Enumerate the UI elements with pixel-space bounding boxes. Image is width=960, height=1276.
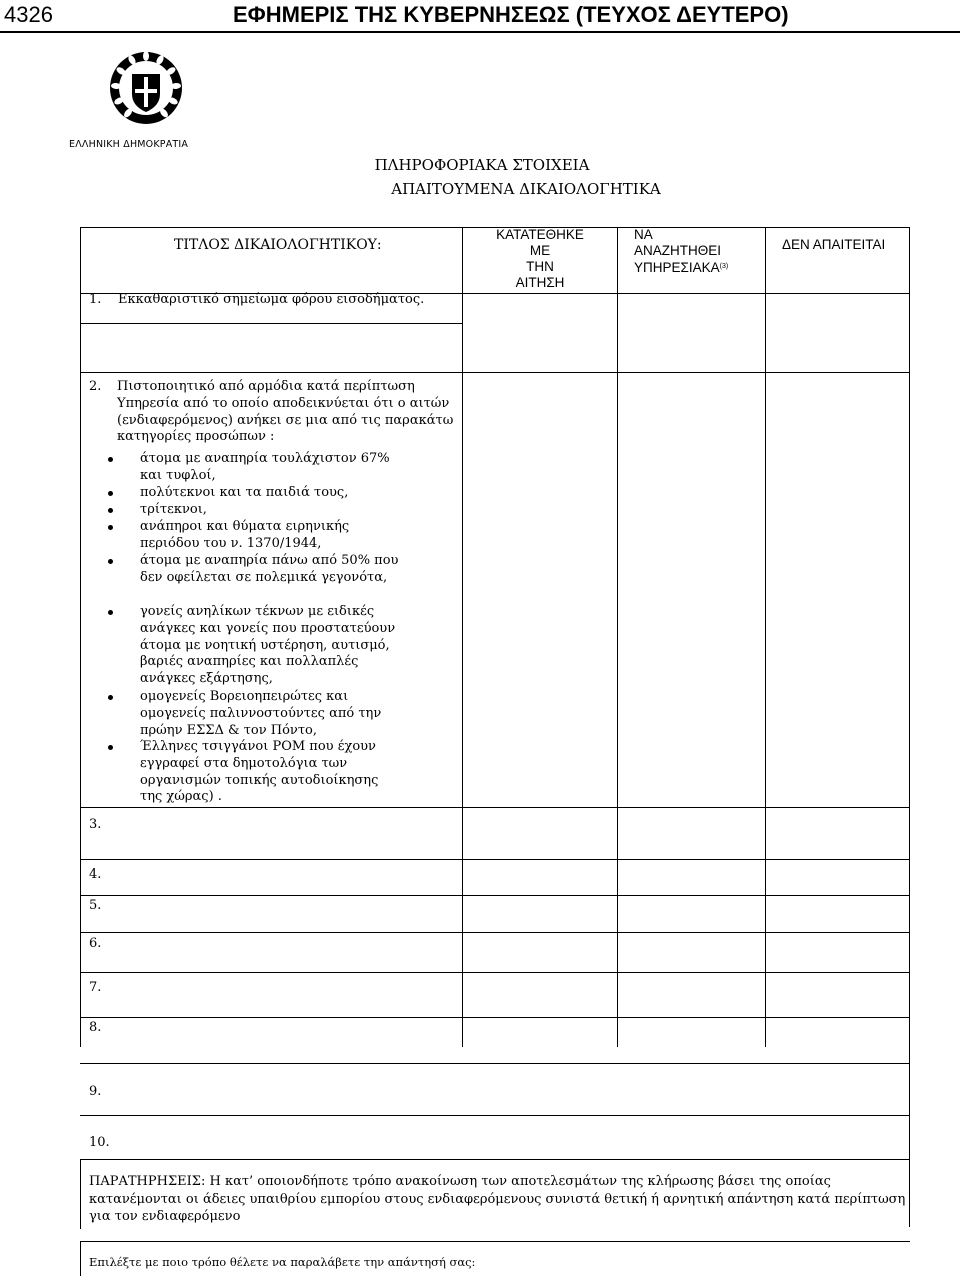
row-rule-5 [80,895,910,896]
col-header-search-line: ΝΑ [634,227,653,242]
row-number-7: 7. [89,980,102,995]
choose-prompt: Επιλέξτε με ποιο τρόπο θέλετε να παραλάβετε την απάντησή σας: [89,1255,476,1269]
header-rule [0,31,960,33]
row-rule-3 [80,807,910,808]
section-title-info: ΠΛΗΡΟΦΟΡΙΑΚΑ ΣΤΟΙΧΕΙΑ [374,156,590,174]
col-header-not-required: ΔΕΝ ΑΠΑΙΤΕΙΤΑΙ [782,237,886,252]
list-item [140,739,400,806]
choose-top-rule [80,1241,910,1242]
greek-coat-of-arms-icon [108,50,184,126]
bullet-icon [108,610,113,615]
remarks-left-border [80,1159,81,1229]
page-number: 4326 [4,2,53,27]
row-number-5: 5. [89,898,102,913]
col-header-search-line: ΥΠΗΡΕΣΙΑΚΑ [634,260,720,275]
row-rule-9 [80,1063,910,1064]
row-rule-6 [80,932,910,933]
gazette-header [0,0,960,34]
list-item [140,485,400,502]
col-separator-2 [617,227,618,1047]
table-right-border [909,227,910,1227]
list-item [140,519,400,553]
list-item-text: Έλληνες τσιγγάνοι ΡΟΜ που έχουν εγγραφεί στα δημοτολόγια των οργανισμών τοπικής αυτοδιοίκησης της χώρας) . [140,739,379,805]
row-text-2: Πιστοποιητικό από αρμόδια κατά περίπτωση Υπηρεσία από το οποίο αποδεικνύεται ότι ο αιτών (ενδιαφερόμενος) ανήκει σε μια από τις παρακάτω κατηγορίες προσώπων : [117,379,454,445]
list-item [140,451,400,485]
list-item-text: άτομα με αναπηρία τουλάχιστον 67% και τυφλοί, [140,451,390,483]
list-item [140,553,400,587]
footnote-marker: (3) [719,263,729,270]
table-left-border [80,227,81,1047]
row-number-9: 9. [89,1084,102,1099]
bullet-icon [108,508,113,513]
bullet-icon [108,559,113,564]
row-number-4: 4. [89,867,102,882]
list-item [140,689,400,739]
list-item-text: ομογενείς Βορειοηπειρώτες και ομογενείς παλιννοστούντες από την πρώην ΕΣΣΔ & τον Πόντο, [140,689,382,738]
bullet-icon [108,525,113,530]
row-rule-2 [80,372,910,373]
row-number: 1. [89,292,102,307]
table-row-1 [89,292,425,309]
list-item-text: γονείς ανηλίκων τέκνων με ειδικές ανάγκες και γονείς που προστατεύουν άτομα με νοητική υστέρηση, αυτισμό, βαριές αναπηρίες και πολλαπλές ανάγκες εξάρτησης, [140,604,396,687]
documents-table [80,227,910,1276]
row-number-3: 3. [89,817,102,832]
republic-caption: ΕΛΛΗΝΙΚΗ ΔΗΜΟΚΡΑΤΙΑ [69,139,189,150]
col-header-submitted-line: ΚΑΤΑΤΕΘΗΚΕ [496,227,584,242]
row-rule-1 [80,323,462,324]
bullet-icon [108,457,113,462]
row-text: Εκκαθαριστικό σημείωμα φόρου εισοδήματος. [118,292,425,307]
col-header-submitted [470,227,610,291]
col-header-title: ΤΙΤΛΟΣ ΔΙΚΑΙΟΛΟΓΗΤΙΚΟΥ: [174,237,382,253]
col-separator-1 [462,227,463,1047]
row-rule-4 [80,859,910,860]
col-header-submitted-line: ΑΙΤΗΣΗ [515,275,565,290]
col-header-submitted-line: ΤΗΝ [526,259,554,274]
list-item-text: πολύτεκνοι και τα παιδιά τους, [140,485,349,500]
list-item-text: άτομα με αναπηρία πάνω από 50% που δεν οφείλεται σε πολεμικά γεγονότα, [140,553,399,585]
row-number-2: 2. [89,379,102,394]
col-header-search-line: ΑΝΑΖΗΤΗΘΕΙ [634,243,722,258]
bullet-icon [108,491,113,496]
row-number-8: 8. [89,1020,102,1035]
remarks-text: ΠΑΡΑΤΗΡΗΣΕΙΣ: Η κατ’ οποιονδήποτε τρόπο ανακοίνωση των αποτελεσμάτων της κλήρωσης βάσει της οποίας κατανέμονται οι άδειες υπαιθρίου εμπορίου στους ενδιαφερόμενους συνιστά θετική ή αρνητική απάντηση κατά περίπτωση για τον ενδιαφερόμενο [89,1174,906,1224]
bullet-icon [108,695,113,700]
list-item [140,604,400,688]
choose-left-border [80,1241,81,1276]
section-title-documents: ΑΠΑΙΤΟΥΜΕΝΑ ΔΙΚΑΙΟΛΟΓΗΤΙΚΑ [391,180,661,198]
row-rule-7 [80,972,910,973]
row-number-10: 10. [89,1135,110,1150]
bullet-icon [108,745,113,750]
list-item-text: τρίτεκνοι, [140,502,207,517]
gazette-title: ΕΦΗΜΕΡΙΣ ΤΗΣ ΚΥΒΕΡΝΗΣΕΩΣ (ΤΕΥΧΟΣ ΔΕΥΤΕΡΟ) [233,2,789,27]
col-header-submitted-line: ΜΕ [529,243,551,258]
list-item [140,502,400,519]
remarks-top-rule [80,1159,910,1160]
row-number-6: 6. [89,936,102,951]
col-header-search [634,227,728,276]
row-rule-8 [80,1017,910,1018]
col-separator-3 [765,227,766,1047]
list-item-text: ανάπηροι και θύματα ειρηνικής περιόδου του ν. 1370/1944, [140,519,350,551]
row-rule-10 [80,1115,910,1116]
